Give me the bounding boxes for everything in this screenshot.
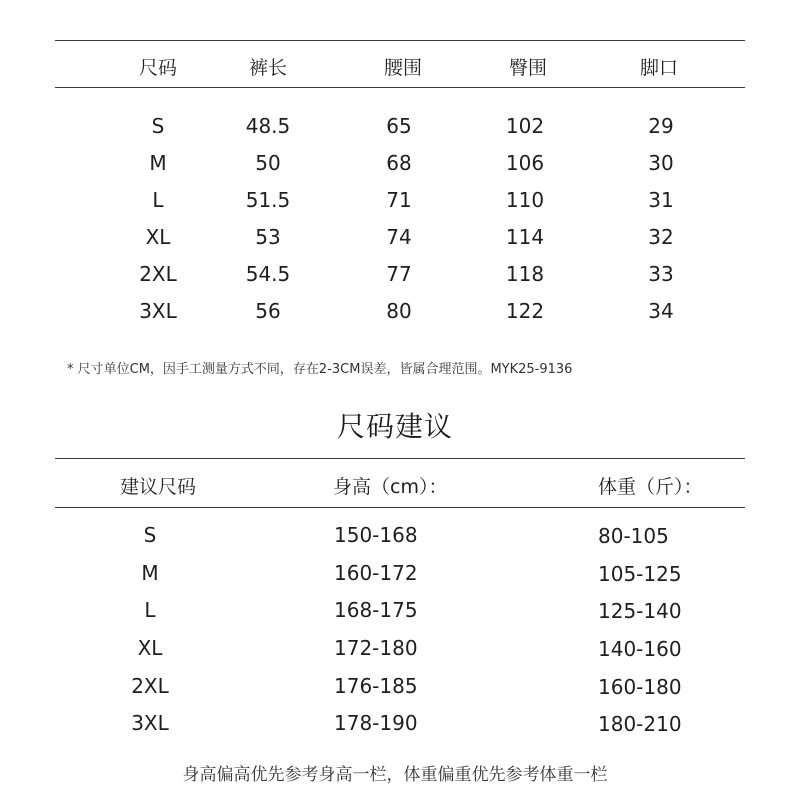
- cell-height: 168-175: [334, 598, 418, 622]
- header-hem: 脚口: [639, 57, 679, 79]
- cell-hip: 110: [505, 188, 545, 212]
- cell-size: 2XL: [139, 262, 177, 286]
- recommend-title: 尺码建议: [336, 410, 453, 443]
- cell-hip: 122: [505, 299, 545, 323]
- recommend-table-header-rule: [55, 507, 745, 508]
- cell-weight: 125-140: [598, 599, 682, 623]
- cell-height: 176-185: [334, 674, 418, 698]
- cell-size: S: [151, 114, 165, 138]
- cell-weight: 160-180: [598, 675, 682, 699]
- size-table-top-rule: [55, 40, 745, 41]
- recommend-table-top-rule: [55, 458, 745, 459]
- cell-weight: 80-105: [598, 524, 669, 548]
- cell-weight: 105-125: [598, 562, 682, 586]
- header-waist: 腰围: [383, 57, 423, 79]
- header-hip: 臀围: [508, 57, 548, 79]
- cell-size: L: [144, 598, 156, 622]
- cell-length: 50: [255, 151, 281, 175]
- cell-hip: 114: [505, 225, 545, 249]
- cell-size: M: [141, 561, 159, 585]
- cell-hip: 106: [505, 151, 545, 175]
- cell-hem: 32: [648, 225, 674, 249]
- footer-advice: 身高偏高优先参考身高一栏，体重偏重优先参考体重一栏: [182, 765, 608, 785]
- cell-waist: 77: [386, 262, 412, 286]
- cell-height: 178-190: [334, 711, 418, 735]
- cell-hem: 31: [648, 188, 674, 212]
- measurement-note: * 尺寸单位CM，因手工测量方式不同，存在2-3CM误差，皆属合理范围。MYK25-9136: [67, 362, 573, 377]
- cell-hip: 118: [505, 262, 545, 286]
- size-table-header-rule: [55, 87, 745, 88]
- cell-hem: 29: [648, 114, 674, 138]
- cell-height: 160-172: [334, 561, 418, 585]
- header-recommended-size: 建议尺码: [119, 476, 197, 498]
- cell-length: 54.5: [245, 262, 291, 286]
- cell-length: 53: [255, 225, 281, 249]
- cell-size: XL: [145, 225, 171, 249]
- cell-size: 3XL: [139, 299, 177, 323]
- header-length: 裤长: [248, 57, 288, 79]
- cell-height: 172-180: [334, 636, 418, 660]
- cell-hem: 33: [648, 262, 674, 286]
- cell-waist: 71: [386, 188, 412, 212]
- cell-hem: 30: [648, 151, 674, 175]
- cell-length: 48.5: [245, 114, 291, 138]
- header-height: 身高（cm）：: [333, 476, 448, 498]
- cell-size: L: [152, 188, 164, 212]
- cell-size: S: [143, 523, 157, 547]
- cell-size: 3XL: [131, 711, 169, 735]
- cell-waist: 74: [386, 225, 412, 249]
- cell-waist: 65: [386, 114, 412, 138]
- cell-weight: 140-160: [598, 637, 682, 661]
- cell-hem: 34: [648, 299, 674, 323]
- cell-hip: 102: [505, 114, 545, 138]
- cell-size: 2XL: [131, 674, 169, 698]
- cell-size: M: [149, 151, 167, 175]
- header-size: 尺码: [138, 57, 178, 79]
- cell-height: 150-168: [334, 523, 418, 547]
- cell-size: XL: [137, 636, 163, 660]
- cell-length: 51.5: [245, 188, 291, 212]
- cell-waist: 80: [386, 299, 412, 323]
- cell-weight: 180-210: [598, 712, 682, 736]
- header-weight: 体重（斤）：: [598, 476, 703, 498]
- cell-waist: 68: [386, 151, 412, 175]
- cell-length: 56: [255, 299, 281, 323]
